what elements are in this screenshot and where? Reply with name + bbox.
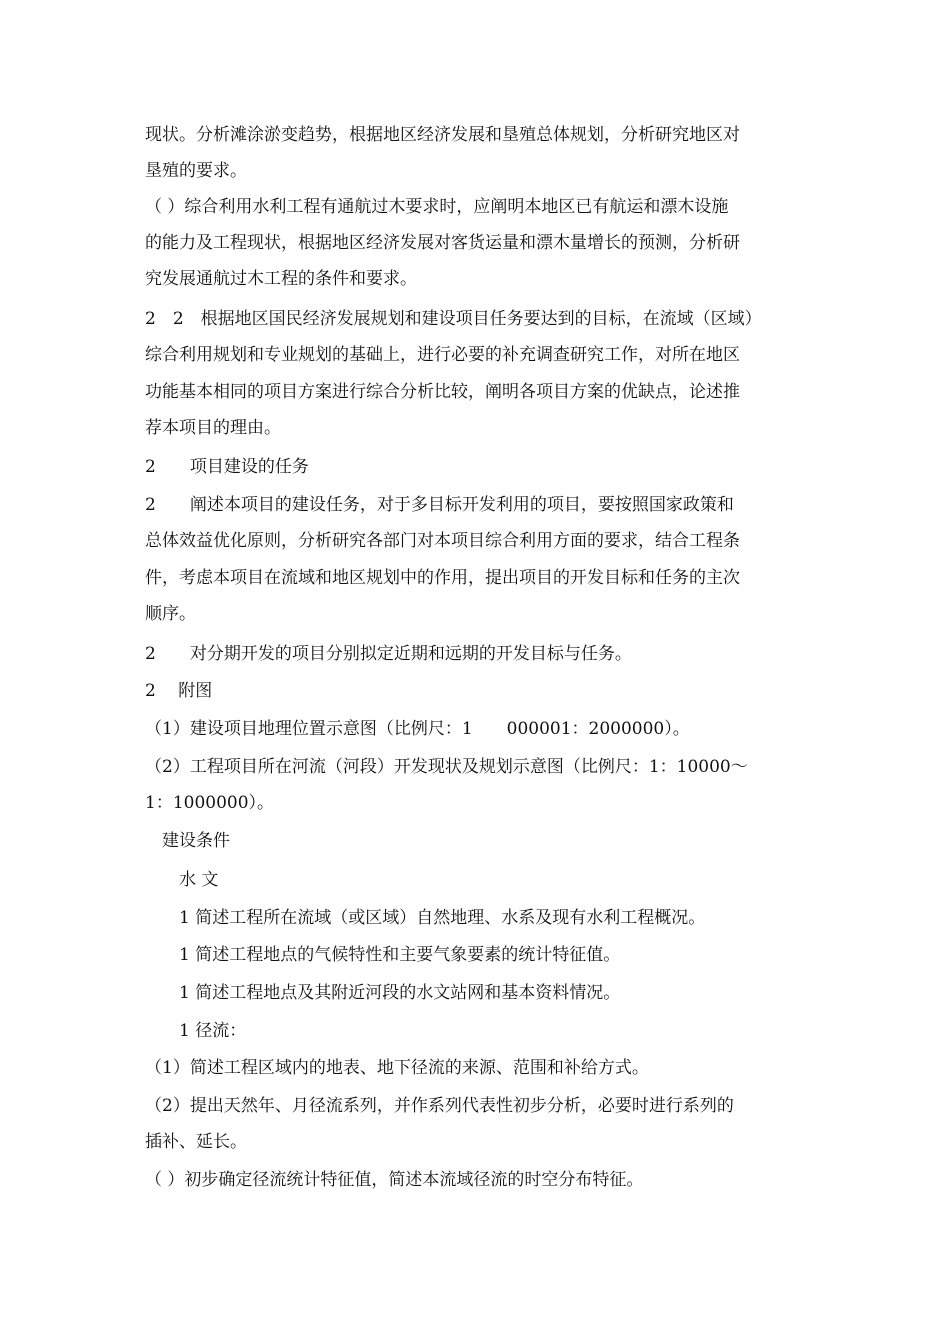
text-line: 顺序。 [145,604,196,624]
text-line: 1 简述工程地点及其附近河段的水文站网和基本资料情况。 [145,983,621,1003]
text-line: 的能力及工程现状，根据地区经济发展对客货运量和漂木量增长的预测，分析研 [145,233,740,253]
text-line: 1：1000000）。 [145,793,275,813]
text-line: 总体效益优化原则，分析研究各部门对本项目综合利用方面的要求，结合工程条 [145,531,740,551]
text-line: 插补、延长。 [145,1132,247,1152]
section-heading: 2 项目建设的任务 [145,457,309,477]
text-line: 1 径流： [145,1021,247,1041]
text-line: 荐本项目的理由。 [145,418,281,438]
text-line: （1）简述工程区域内的地表、地下径流的来源、范围和补给方式。 [145,1058,649,1078]
text-line: （2）工程项目所在河流（河段）开发现状及规划示意图（比例尺：1：10000～ [145,757,748,777]
section-heading: 建设条件 [145,831,230,851]
text-line: 1 简述工程所在流域（或区域）自然地理、水系及现有水利工程概况。 [145,908,706,928]
text-line: 件，考虑本项目在流域和地区规划中的作用，提出项目的开发目标和任务的主次 [145,568,740,588]
text-line: （ ）初步确定径流统计特征值，简述本流域径流的时空分布特征。 [145,1170,644,1190]
text-line: 现状。分析滩涂淤变趋势，根据地区经济发展和垦殖总体规划，分析研究地区对 [145,125,740,145]
text-line: 2 2 根据地区国民经济发展规划和建设项目任务要达到的目标，在流域（区域） [145,309,762,329]
text-line: （2）提出天然年、月径流系列，并作系列代表性初步分析，必要时进行系列的 [145,1096,734,1116]
text-line: 2 阐述本项目的建设任务，对于多目标开发利用的项目，要按照国家政策和 [145,495,734,515]
text-line: 究发展通航过木工程的条件和要求。 [145,269,417,289]
text-line: 垦殖的要求。 [145,161,247,181]
text-line: 综合利用规划和专业规划的基础上，进行必要的补充调查研究工作，对所在地区 [145,345,740,365]
section-heading: 2 附图 [145,681,213,701]
text-line: 1 简述工程地点的气候特性和主要气象要素的统计特征值。 [145,945,621,965]
text-line: （ ）综合利用水利工程有通航过木要求时，应阐明本地区已有航运和漂木设施 [145,197,729,217]
text-line: （1）建设项目地理位置示意图（比例尺：1 000001：2000000）。 [145,719,690,739]
text-line: 2 对分期开发的项目分别拟定近期和远期的开发目标与任务。 [145,644,632,664]
section-heading: 水 文 [145,870,219,890]
text-line: 功能基本相同的项目方案进行综合分析比较，阐明各项目方案的优缺点，论述推 [145,382,740,402]
